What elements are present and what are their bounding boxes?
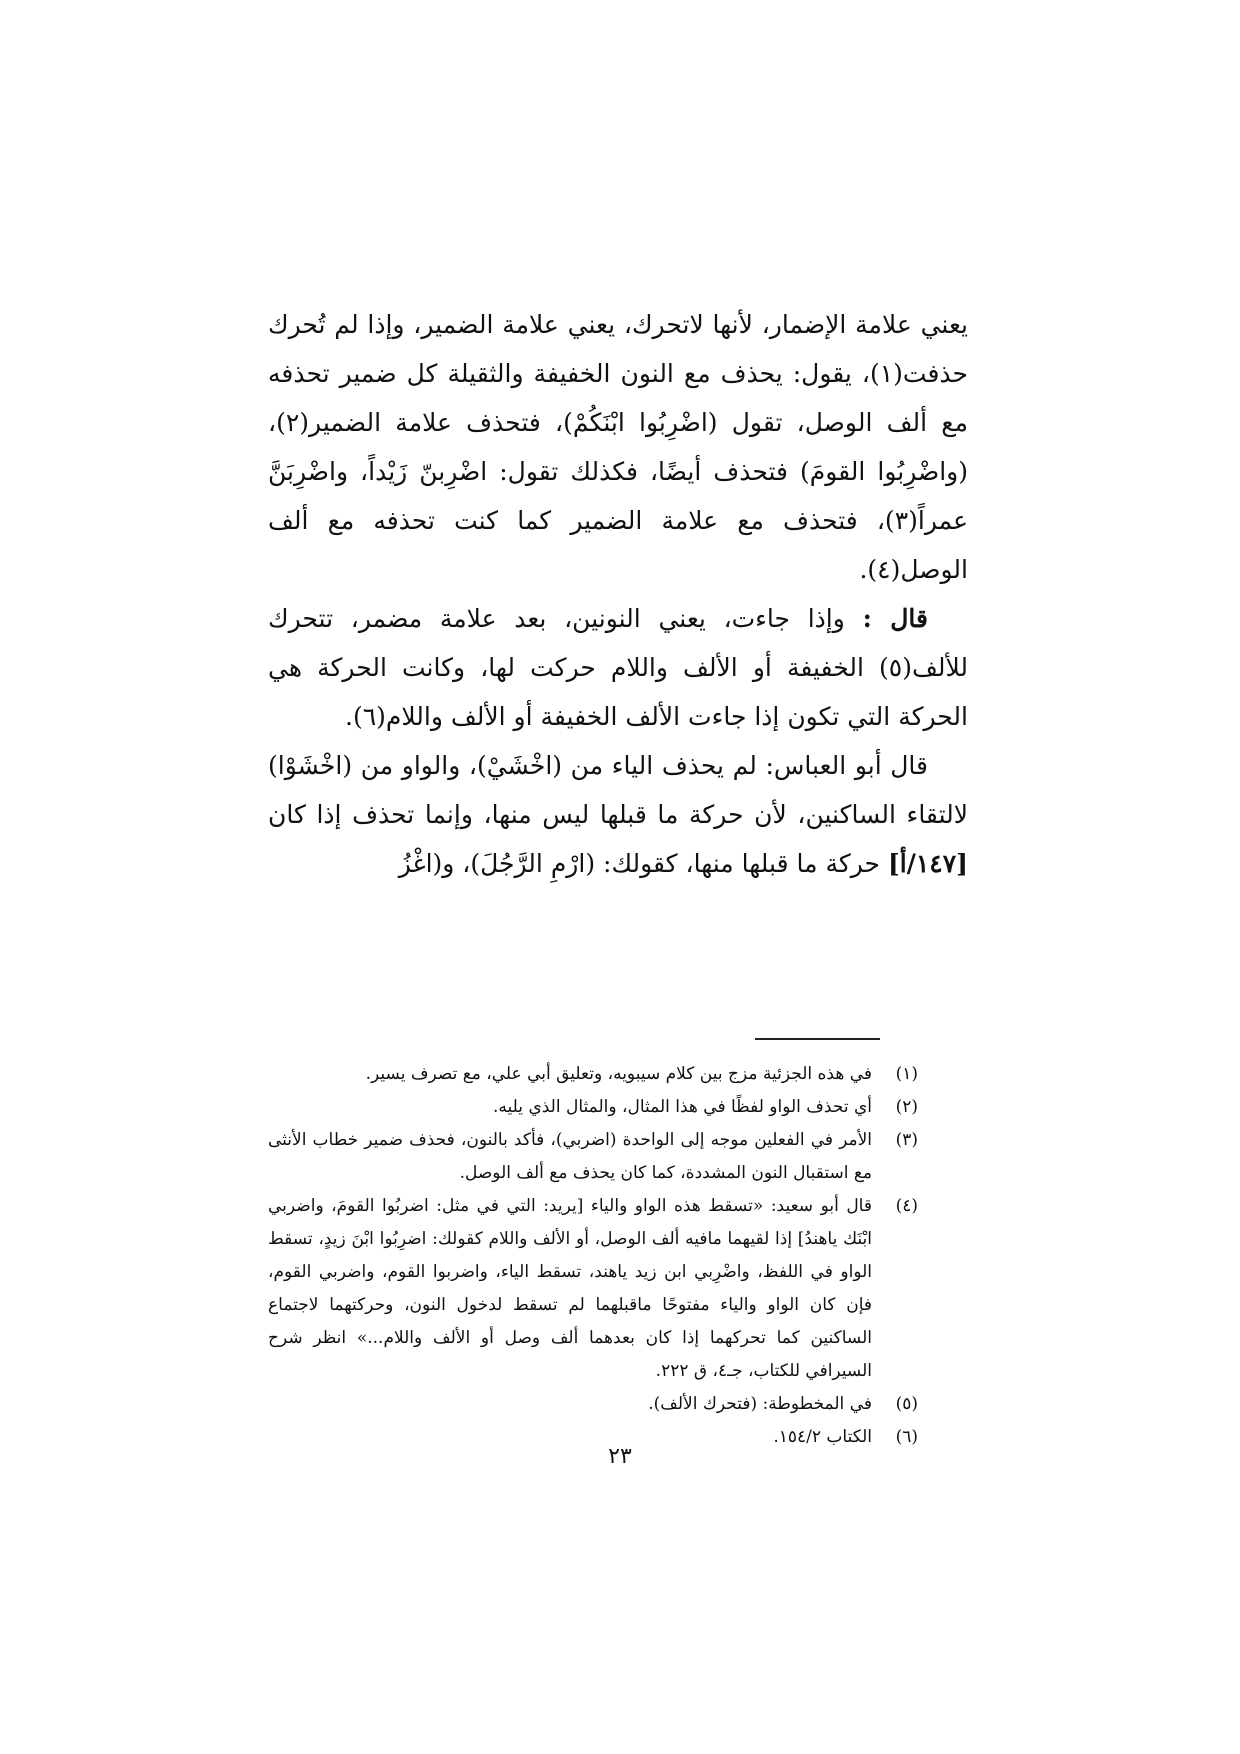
paragraph-2-text: وإذا جاءت، يعني النونين، بعد علامة مضمر، تتحرك للألف(٥) الخفيفة أو الألف واللام حركت لها، وكانت الحركة هي الحركة التي تكون إذا جاءت الألف الخفيفة أو الألف واللام(٦). (268, 604, 968, 731)
page-number: ٢٣ (608, 1444, 632, 1469)
footnote-text: أي تحذف الواو لفظًا في هذا المثال، والمثال الذي يليه. (493, 1097, 872, 1117)
speaker-label: قال : (862, 604, 929, 633)
footnote-number: (٦) (895, 1427, 918, 1447)
paragraph-1-text: يعني علامة الإضمار، لأنها لاتحرك، يعني علامة الضمير، وإذا لم تُحرك حذفت(١)، يقول: يحذف مع النون الخفيفة والثقيلة كل ضمير تحذفه مع ألف الوصل، تقول (اضْرِبُوا ابْنَكُمْ)، فتحذف علامة الضمير(٢)، (واضْرِبُوا القومَ) فتحذف أيضًا، فكذلك تقول: اضْرِبنّ زَيْداً، واضْرِبَنَّ عمراً(٣)، فتحذف مع علامة الضمير كما كنت تحذفه مع ألف الوصل(٤). (268, 310, 968, 584)
footnote-text: الكتاب ١٥٤/٢. (773, 1427, 872, 1447)
footnote-divider (755, 1038, 880, 1040)
footnote-number: (٥) (895, 1394, 918, 1414)
footnote-text: في هذه الجزئية مزج بين كلام سيبويه، وتعليق أبي علي، مع تصرف يسير. (365, 1064, 872, 1084)
footnote (268, 1190, 918, 1388)
paragraph-2 (268, 594, 968, 741)
folio-reference: [١٤٧/أ] (887, 849, 968, 878)
footnote (268, 1058, 918, 1091)
footnotes (268, 1058, 918, 1454)
footnote (268, 1091, 918, 1124)
footnote-text: في المخطوطة: (فتحرك الألف). (648, 1394, 872, 1414)
footnote-text: الأمر في الفعلين موجه إلى الواحدة (اضربي)، فأكد بالنون، فحذف ضمير خطاب الأنثى مع استقبال النون المشددة، كما كان يحذف مع ألف الوصل. (268, 1130, 872, 1183)
footnote (268, 1388, 918, 1421)
footnote (268, 1124, 918, 1190)
paragraph-3-text-before: قال أبو العباس: لم يحذف الياء من (اخْشَيْ)، والواو من (اخْشَوْا) لالتقاء الساكنين، لأن حركة ما قبلها ليس منها، وإنما تحذف إذا كان (268, 751, 968, 829)
footnote-number: (٣) (895, 1130, 918, 1150)
footnote-number: (٢) (895, 1097, 918, 1117)
footnote-text: قال أبو سعيد: «تسقط هذه الواو والياء [يريد: التي في مثل: اضربُوا القومَ، واضربي ابْنَك ياهندُ] إذا لقيهما مافيه ألف الوصل، أو الألف واللام كقولك: اضرِبُوا ابْنَ زيدٍ، تسقط الواو في اللفظ، واضْرِبي ابن زيد ياهند، تسقط الياء، واضربوا القوم، واضربي القوم، فإن كان الواو والياء مفتوحًا ماقبلهما لم تسقط لدخول النون، وحركتهما لاجتماع الساكنين كما تحركهما إذا كان بعدهما ألف وصل أو الألف واللام...» انظر شرح السيرافي للكتاب، جـ٤، ق ٢٢٢. (268, 1196, 872, 1381)
paragraph-3 (268, 741, 968, 888)
footnote-number: (١) (895, 1064, 918, 1084)
paragraph-3-text-after: حركة ما قبلها منها، كقولك: (ارْمِ الرَّجُلَ)، و(اغْزُ (398, 849, 880, 878)
main-text (268, 300, 968, 888)
paragraph-1 (268, 300, 968, 594)
footnote-number: (٤) (895, 1196, 918, 1216)
